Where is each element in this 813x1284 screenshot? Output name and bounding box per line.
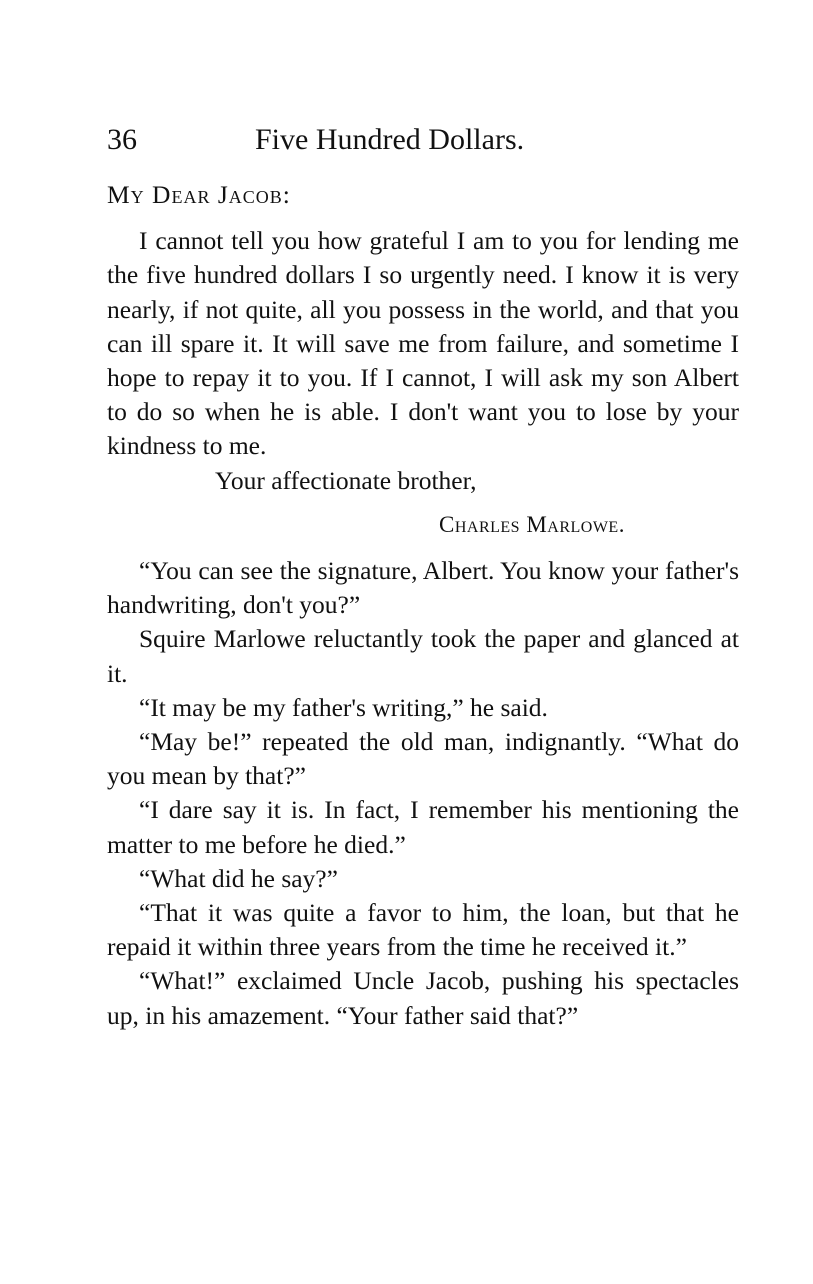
paragraph: “It may be my father's writing,” he said. — [139, 692, 548, 722]
letter-closing: Your affectionate brother, — [215, 465, 477, 495]
paragraph: “What did he say?” — [139, 863, 338, 893]
running-title: Five Hundred Dollars. — [255, 123, 525, 156]
page-number: 36 — [107, 123, 137, 156]
page-body — [107, 178, 739, 1033]
paragraph: “You can see the signature, Albert. You know your father's handwriting, don't you?” — [107, 556, 739, 620]
paragraph: “May be!” repeated the old man, indignantly. “What do you mean by that?” — [107, 727, 739, 791]
paragraph: “What!” exclaimed Uncle Jacob, pushing his spectacles up, in his amazement. “Your father said that?” — [107, 966, 739, 1030]
letter-body: I cannot tell you how grateful I am to you for lending me the five hundred dollars I so urgently need. I know it is very nearly, if not quite, all you possess in the world, and that you can ill spare it. It will save me from failure, and sometime I hope to repay it to you. If I cannot, I will ask my son Albert to do so when he is able. I don't want you to lose by your kindness to me. — [107, 226, 739, 461]
paragraph: “That it was quite a favor to him, the loan, but that he repaid it within three years from the time he received it.” — [107, 898, 739, 962]
paragraph: “I dare say it is. In fact, I remember his mentioning the matter to me before he died.” — [107, 795, 739, 859]
letter-salutation: My Dear Jacob: — [107, 180, 291, 209]
paragraph: Squire Marlowe reluctantly took the paper and glanced at it. — [107, 624, 739, 688]
letter-signature: Charles Marlowe. — [439, 511, 625, 537]
